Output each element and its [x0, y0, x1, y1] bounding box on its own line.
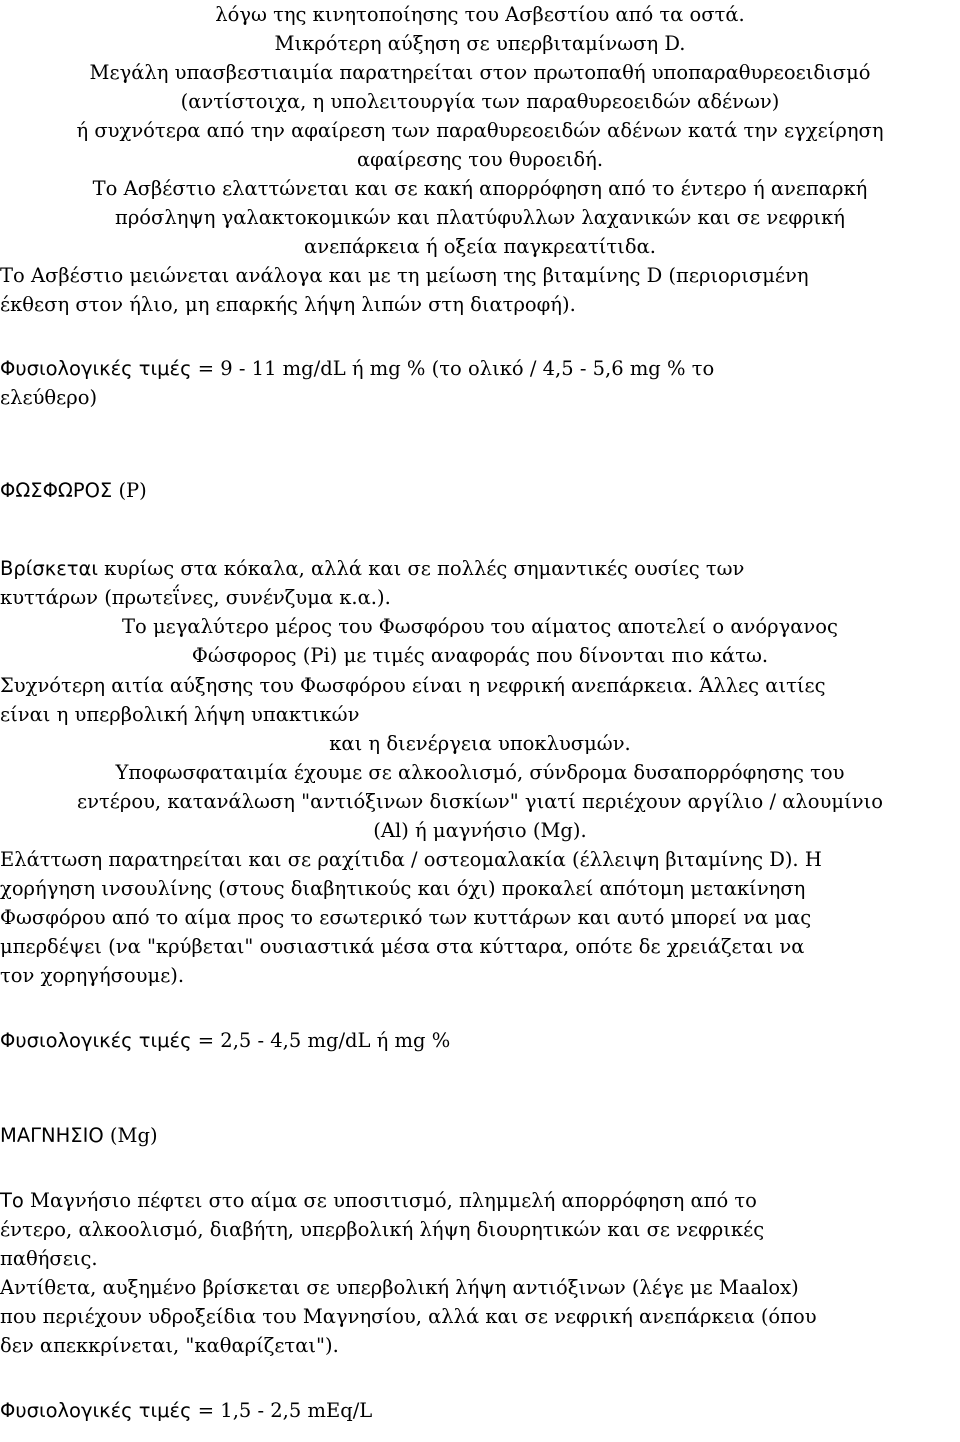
normal-values-label: Φυσιολογικές τιμές — [0, 1029, 192, 1052]
calcium-text-line: αφαίρεσης του θυροειδή. — [356, 148, 604, 171]
calcium-normal-values — [0, 355, 960, 384]
phosphorus-increase-line: και η διενέργεια υποκλυσμών. — [329, 732, 631, 755]
normal-values-label: Φυσιολογικές τιμές — [0, 357, 192, 380]
heading-word: ΦΩΣΦΩΡΟΣ — [0, 479, 113, 502]
phosphorus-hypo-line: (Al) ή μαγνήσιο (Mg). — [373, 819, 587, 842]
calcium-text-line: Μεγάλη υπασβεστιαιμία παρατηρείται στον πρωτοπαθή υποπαραθυρεοειδισμό — [89, 61, 871, 84]
magnesium-increase-line: δεν απεκκρίνεται, "καθαρίζεται"). — [0, 1334, 339, 1357]
magnesium-decrease-line: παθήσεις. — [0, 1247, 98, 1270]
heading-symbol: (P) — [112, 479, 147, 502]
intro-text: κυρίως στα κόκαλα, αλλά και σε πολλές σημαντικές ουσίες των — [97, 557, 745, 580]
calcium-intestinal-line: Το Ασβέστιο ελαττώνεται και σε κακή απορρόφηση από το έντερο ή ανεπαρκή — [92, 177, 868, 200]
intro-lead: Βρίσκεται — [0, 557, 98, 580]
phosphorus-decrease-line: χορήγηση ινσουλίνης (στους διαβητικούς και όχι) προκαλεί απότομη μετακίνηση — [0, 877, 806, 900]
normal-values-text: = 9 - 11 mg/dL ή mg % (το ολικό / 4,5 - 5,6 mg % το — [191, 357, 715, 380]
phosphorus-decrease-line: Φωσφόρου από το αίμα προς το εσωτερικό των κυττάρων και αυτό μπορεί να μας — [0, 906, 812, 929]
normal-values-text: = 1,5 - 2,5 mEq/L — [191, 1399, 373, 1422]
calcium-text-line: ή συχνότερα από την αφαίρεση των παραθυρεοειδών αδένων κατά την εγχείρηση — [76, 119, 884, 142]
phosphorus-hypo-line: εντέρου, κατανάλωση "αντιόξινων δισκίων" γιατί περιέχουν αργίλιο / αλουμίνιο — [77, 790, 883, 813]
calcium-text-line: Μικρότερη αύξηση σε υπερβιταμίνωση D. — [274, 32, 686, 55]
phosphorus-hypo-line: Υποφωσφαταιμία έχουμε σε αλκοολισμό, σύνδρομα δυσαπορρόφησης του — [115, 761, 845, 784]
phosphorus-inorganic-line: Το μεγαλύτερο μέρος του Φωσφόρου του αίματος αποτελεί ο ανόργανος — [122, 615, 838, 638]
normal-values-text: = 2,5 - 4,5 mg/dL ή mg % — [191, 1029, 451, 1052]
phosphorus-intro-line — [0, 555, 960, 584]
decrease-lead: Το — [0, 1189, 24, 1212]
heading-symbol: (Mg) — [103, 1124, 158, 1147]
magnesium-decrease-line — [0, 1187, 960, 1216]
phosphorus-decrease-line: τον χορηγήσουμε). — [0, 964, 185, 987]
phosphorus-decrease-line: μπερδέψει (να "κρύβεται" ουσιαστικά μέσα στα κύτταρα, οπότε δε χρειάζεται να — [0, 935, 805, 958]
magnesium-normal-values — [0, 1397, 960, 1426]
phosphorus-increase-line: είναι η υπερβολική λήψη υπακτικών — [0, 703, 360, 726]
magnesium-decrease-line: έντερο, αλκοολισμό, διαβήτη, υπερβολική λήψη διουρητικών και σε νεφρικές — [0, 1218, 765, 1241]
normal-values-label: Φυσιολογικές τιμές — [0, 1399, 192, 1422]
calcium-intestinal-line: πρόσληψη γαλακτοκομικών και πλατύφυλλων λαχανικών και σε νεφρική — [115, 206, 845, 229]
phosphorus-inorganic-line: Φώσφορος (Pi) με τιμές αναφοράς που δίνονται πιο κάτω. — [191, 644, 769, 667]
calcium-intestinal-line: ανεπάρκεια ή οξεία παγκρεατίτιδα. — [304, 235, 656, 258]
calcium-text-line: (αντίστοιχα, η υπολειτουργία των παραθυρεοειδών αδένων) — [180, 90, 780, 113]
magnesium-increase-line: που περιέχουν υδροξείδια του Μαγνησίου, αλλά και σε νεφρική ανεπάρκεια (όπου — [0, 1305, 817, 1328]
calcium-text-line: λόγω της κινητοποίησης του Ασβεστίου από τα οστά. — [215, 3, 745, 26]
magnesium-heading — [0, 1122, 960, 1151]
phosphorus-decrease-line: Ελάττωση παρατηρείται και σε ραχίτιδα / οστεομαλακία (έλλειψη βιταμίνης D). Η — [0, 848, 822, 871]
decrease-text: Μαγνήσιο πέφτει στο αίμα σε υποσιτισμό, πλημμελή απορρόφηση από το — [23, 1189, 757, 1212]
calcium-normal-values-line: ελεύθερο) — [0, 386, 98, 409]
phosphorus-heading — [0, 477, 960, 506]
magnesium-increase-line: Αντίθετα, αυξημένο βρίσκεται σε υπερβολική λήψη αντιόξινων (λέγε με Maalox) — [0, 1276, 799, 1299]
calcium-vitamin-d-line: έκθεση στον ήλιο, μη επαρκής λήψη λιπών στη διατροφή). — [0, 293, 576, 316]
phosphorus-intro-line: κυττάρων (πρωτεΐνες, συνένζυμα κ.α.). — [0, 586, 391, 609]
calcium-vitamin-d-line: Το Ασβέστιο μειώνεται ανάλογα και με τη μείωση της βιταμίνης D (περιορισμένη — [0, 264, 809, 287]
heading-word: ΜΑΓΝΗΣΙΟ — [0, 1124, 104, 1147]
phosphorus-normal-values — [0, 1027, 960, 1056]
phosphorus-increase-line: Συχνότερη αιτία αύξησης του Φωσφόρου είναι η νεφρική ανεπάρκεια. Άλλες αιτίες — [0, 674, 826, 697]
